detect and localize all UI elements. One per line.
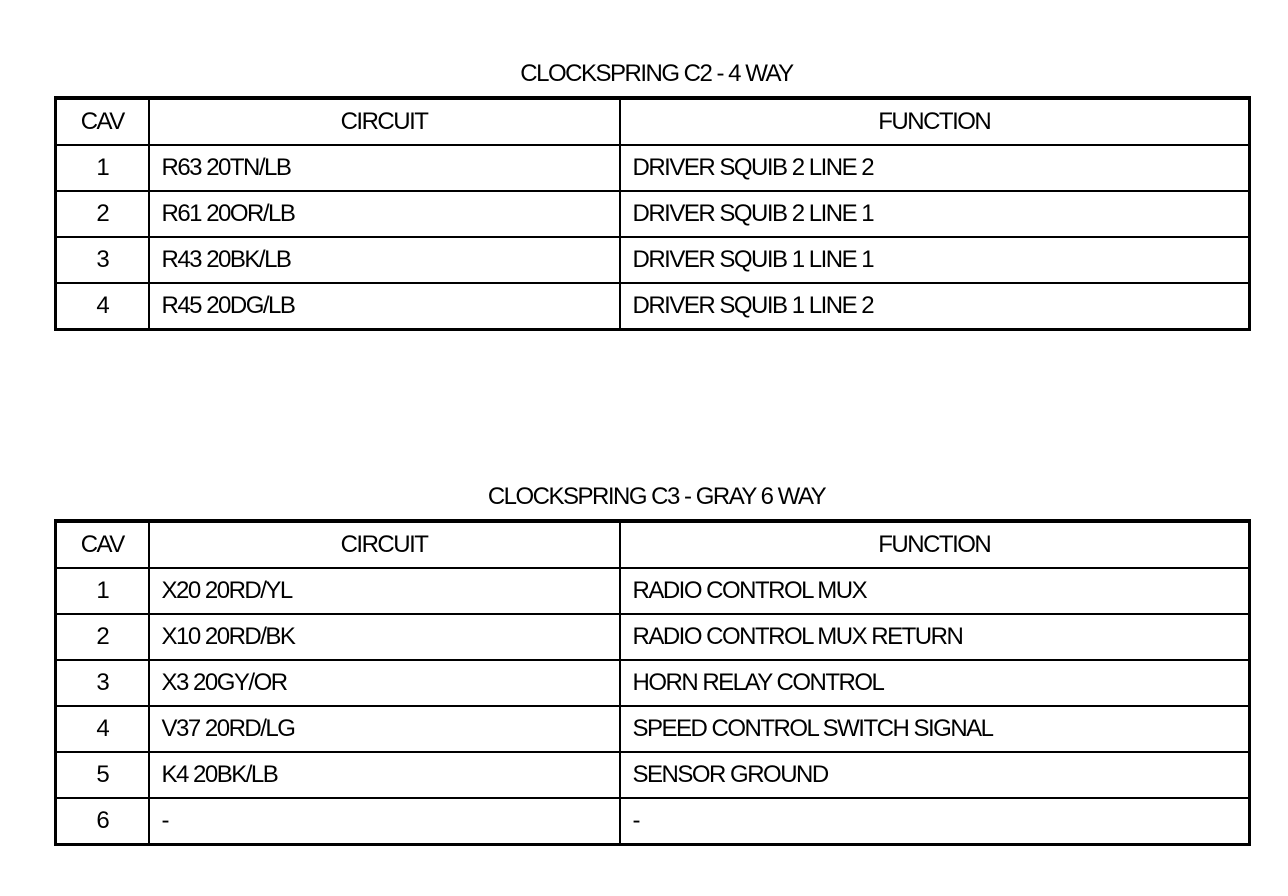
table-row: [56, 191, 1250, 237]
table-row: [56, 798, 1250, 845]
cell-cav: 2: [56, 614, 149, 660]
cell-cav: 1: [56, 145, 149, 191]
header-cav: CAV: [56, 98, 149, 145]
cell-cav: 3: [56, 237, 149, 283]
cell-function: DRIVER SQUIB 2 LINE 2: [620, 145, 1250, 191]
header-function: FUNCTION: [620, 98, 1250, 145]
cell-function: SENSOR GROUND: [620, 752, 1250, 798]
cell-function: -: [620, 798, 1250, 845]
table-header-row: [56, 521, 1250, 568]
table-row: [56, 614, 1250, 660]
cell-circuit: X20 20RD/YL: [149, 568, 620, 614]
table-row: [56, 237, 1250, 283]
cell-cav: 4: [56, 283, 149, 330]
header-circuit: CIRCUIT: [149, 521, 620, 568]
cell-circuit: R61 20OR/LB: [149, 191, 620, 237]
cell-function: RADIO CONTROL MUX: [620, 568, 1250, 614]
cell-function: RADIO CONTROL MUX RETURN: [620, 614, 1250, 660]
pinout-table: [54, 519, 1251, 846]
table-title: CLOCKSPRING C3 - GRAY 6 WAY: [487, 483, 826, 510]
cell-circuit: K4 20BK/LB: [149, 752, 620, 798]
cell-cav: 3: [56, 660, 149, 706]
cell-cav: 4: [56, 706, 149, 752]
cell-function: DRIVER SQUIB 1 LINE 1: [620, 237, 1250, 283]
header-circuit: CIRCUIT: [149, 98, 620, 145]
table-row: [56, 145, 1250, 191]
cell-circuit: R45 20DG/LB: [149, 283, 620, 330]
cell-circuit: V37 20RD/LG: [149, 706, 620, 752]
cell-cav: 2: [56, 191, 149, 237]
table-title: CLOCKSPRING C2 - 4 WAY: [520, 60, 793, 87]
cell-circuit: R43 20BK/LB: [149, 237, 620, 283]
cell-circuit: R63 20TN/LB: [149, 145, 620, 191]
table-row: [56, 568, 1250, 614]
header-function: FUNCTION: [620, 521, 1250, 568]
cell-function: DRIVER SQUIB 1 LINE 2: [620, 283, 1250, 330]
table-row: [56, 283, 1250, 330]
header-cav: CAV: [56, 521, 149, 568]
cell-circuit: -: [149, 798, 620, 845]
cell-circuit: X3 20GY/OR: [149, 660, 620, 706]
cell-function: DRIVER SQUIB 2 LINE 1: [620, 191, 1250, 237]
cell-circuit: X10 20RD/BK: [149, 614, 620, 660]
table-header-row: [56, 98, 1250, 145]
cell-function: SPEED CONTROL SWITCH SIGNAL: [620, 706, 1250, 752]
table-row: [56, 752, 1250, 798]
connector-table-c2: [54, 56, 1248, 331]
connector-table-c3: [54, 479, 1248, 846]
pinout-table: [54, 96, 1251, 331]
cell-cav: 1: [56, 568, 149, 614]
cell-cav: 6: [56, 798, 149, 845]
cell-cav: 5: [56, 752, 149, 798]
table-row: [56, 706, 1250, 752]
cell-function: HORN RELAY CONTROL: [620, 660, 1250, 706]
table-row: [56, 660, 1250, 706]
